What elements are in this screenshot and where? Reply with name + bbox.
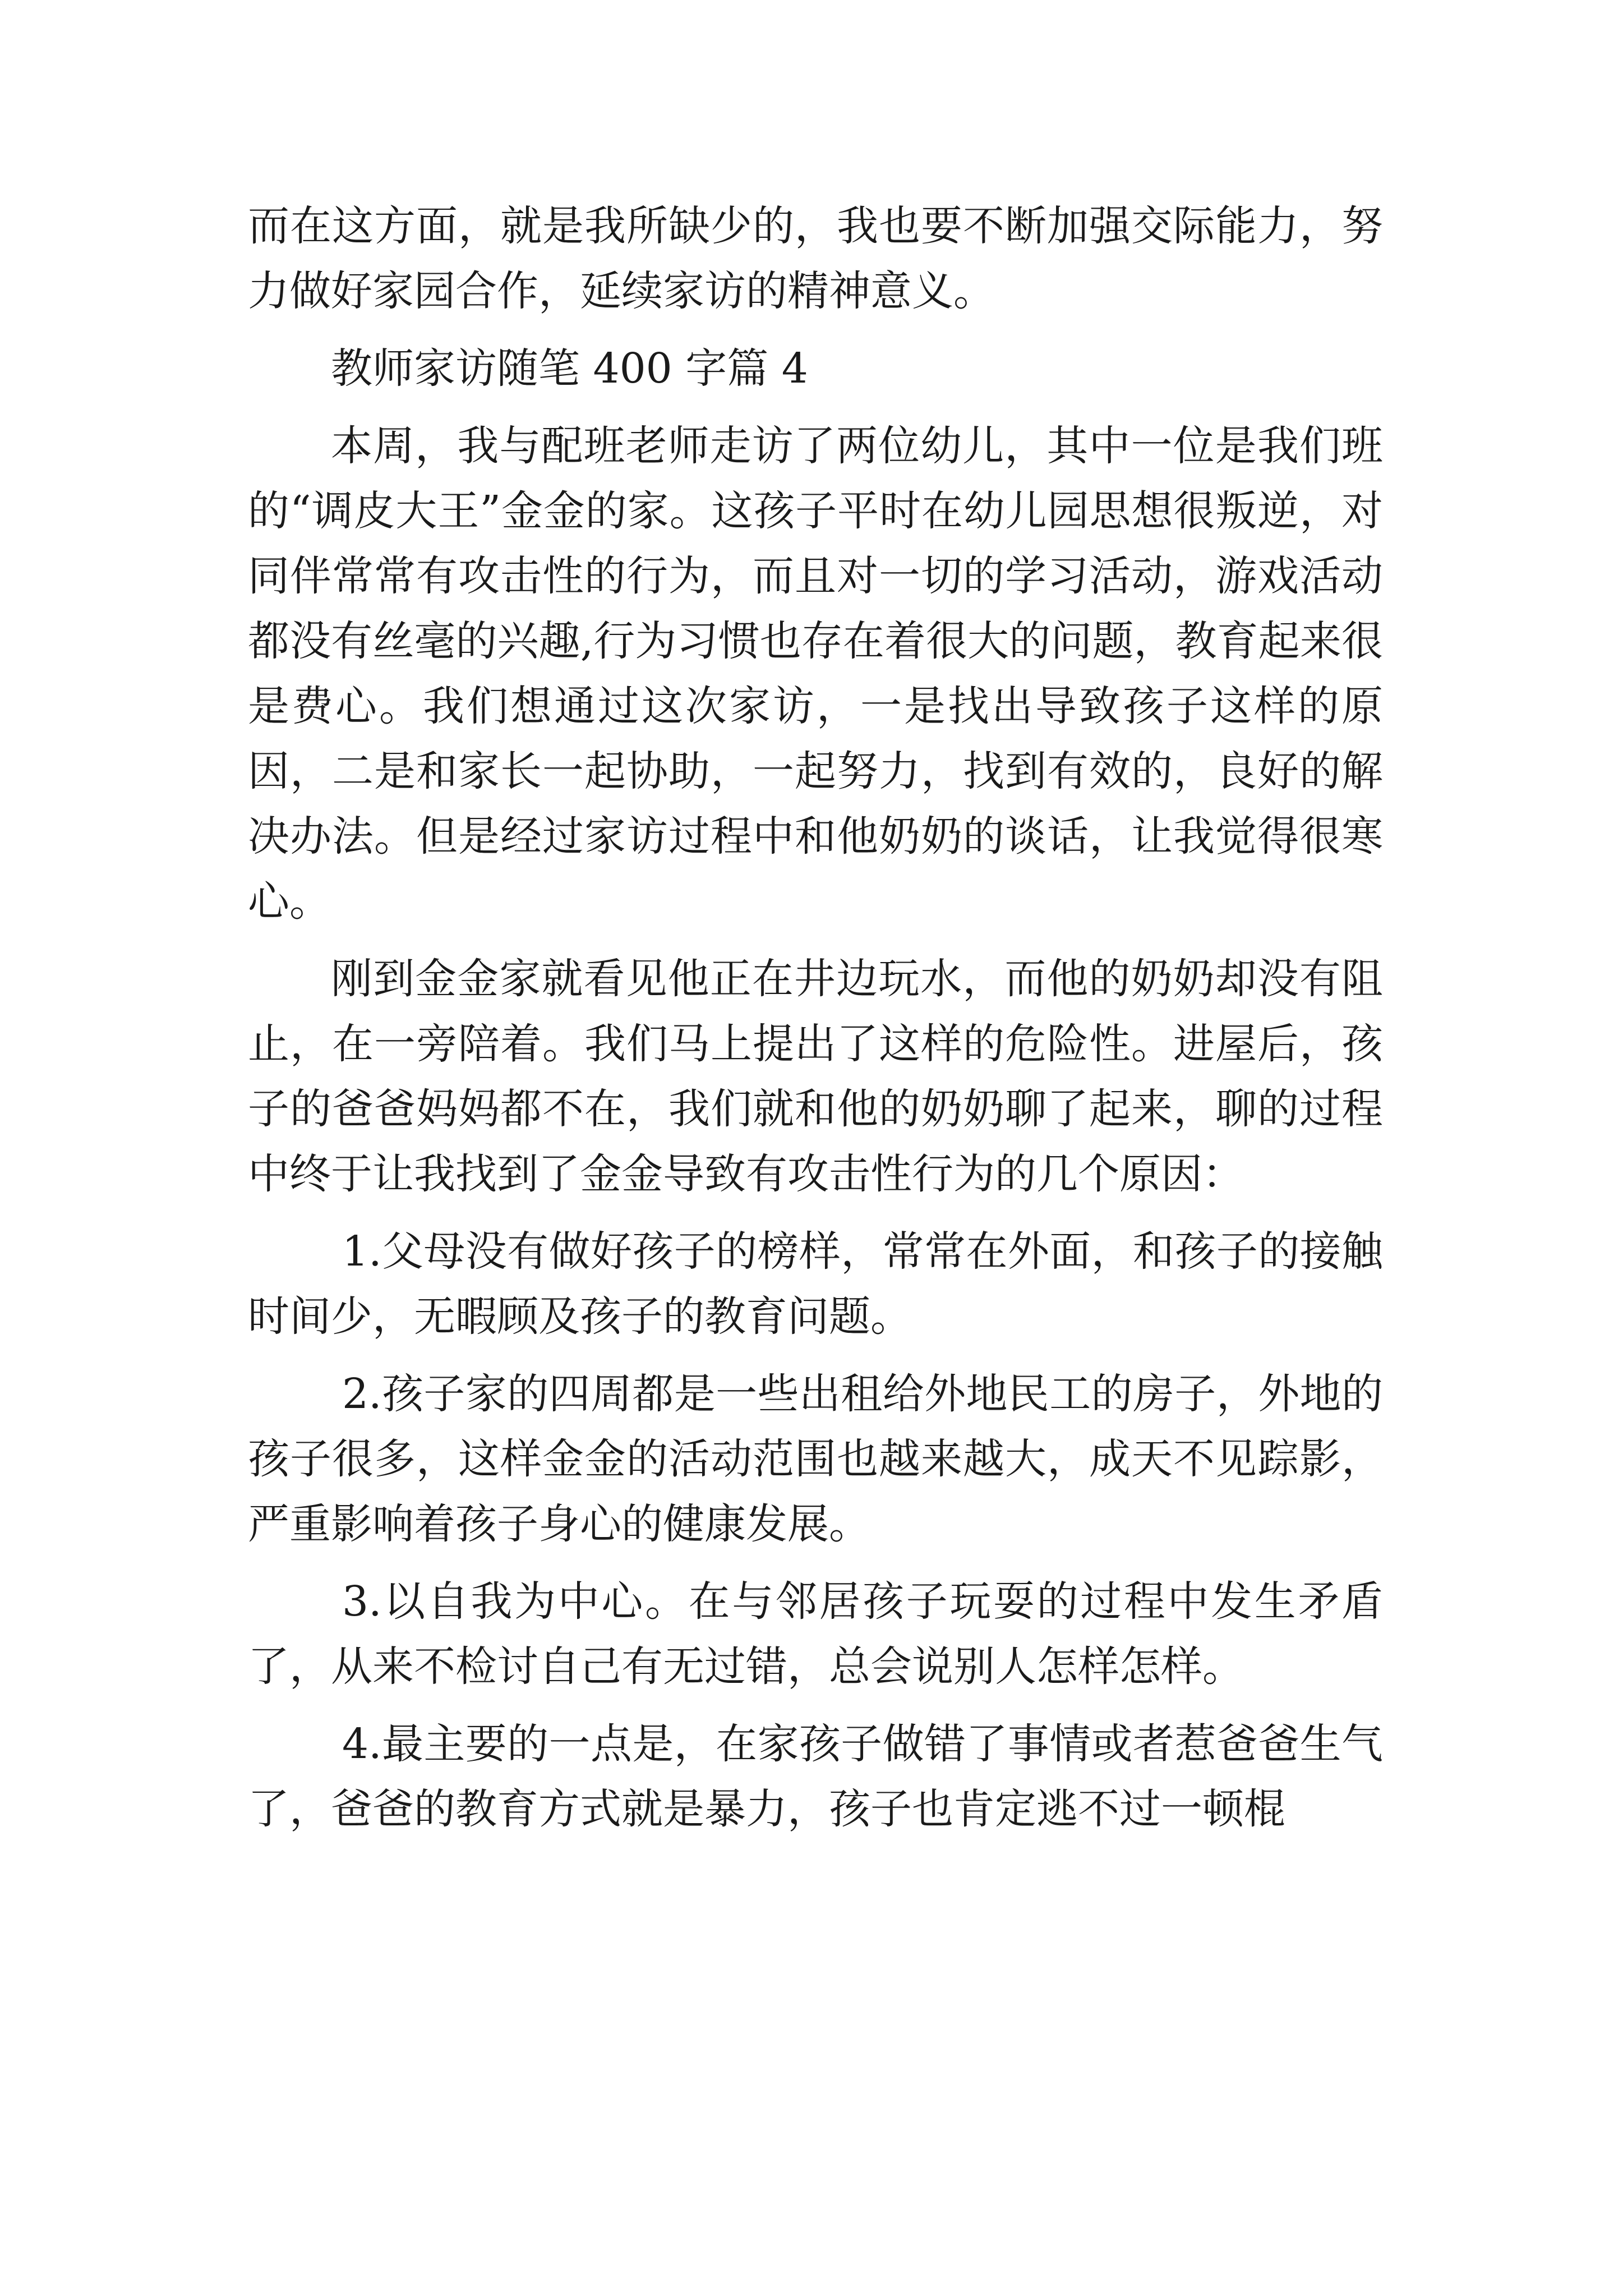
paragraph-1: 本周，我与配班老师走访了两位幼儿，其中一位是我们班的“调皮大王”金金的家。这孩子平时在幼儿园思想很叛逆，对同伴常常有攻击性的行为，而且对一切的学习活动，游戏活动都没有丝毫的兴趣,行为习惯也存在着很大的问题，教育起来很是费心。我们想通过这次家访，一是找出导致孩子这样的原因，二是和家长一起协助，一起努力，找到有效的，良好的解决办法。但是经过家访过程中和他奶奶的谈话，让我觉得很寒心。 [248,422,1383,926]
reason-item-3: 3.以自我为中心。在与邻居孩子玩耍的过程中发生矛盾了，从来不检讨自己有无过错，总会说别人怎样怎样。 [248,1577,1383,1691]
reason-item-1: 1.父母没有做好孩子的榜样，常常在外面，和孩子的接触时间少，无暇顾及孩子的教育问题。 [248,1227,1383,1341]
paragraph-2: 刚到金金家就看见他正在井边玩水，而他的奶奶却没有阻止，在一旁陪着。我们马上提出了这样的危险性。进屋后，孩子的爸爸妈妈都不在，我们就和他的奶奶聊了起来，聊的过程中终于让我找到了金金导致有攻击性行为的几个原因： [248,955,1383,1198]
section-heading: 教师家访随笔 400 字篇 4 [331,344,808,393]
reason-item-2: 2.孩子家的四周都是一些出租给外地民工的房子，外地的孩子很多，这样金金的活动范围也越来越大，成天不见踪影，严重影响着孩子身心的健康发展。 [248,1370,1383,1548]
reason-item-4: 4.最主要的一点是，在家孩子做错了事情或者惹爸爸生气了，爸爸的教育方式就是暴力，孩子也肯定逃不过一顿棍 [248,1720,1383,1833]
paragraph-intro-continued: 而在这方面，就是我所缺少的，我也要不断加强交际能力，努力做好家园合作，延续家访的精神意义。 [248,202,1383,315]
document-body [248,194,1383,1842]
